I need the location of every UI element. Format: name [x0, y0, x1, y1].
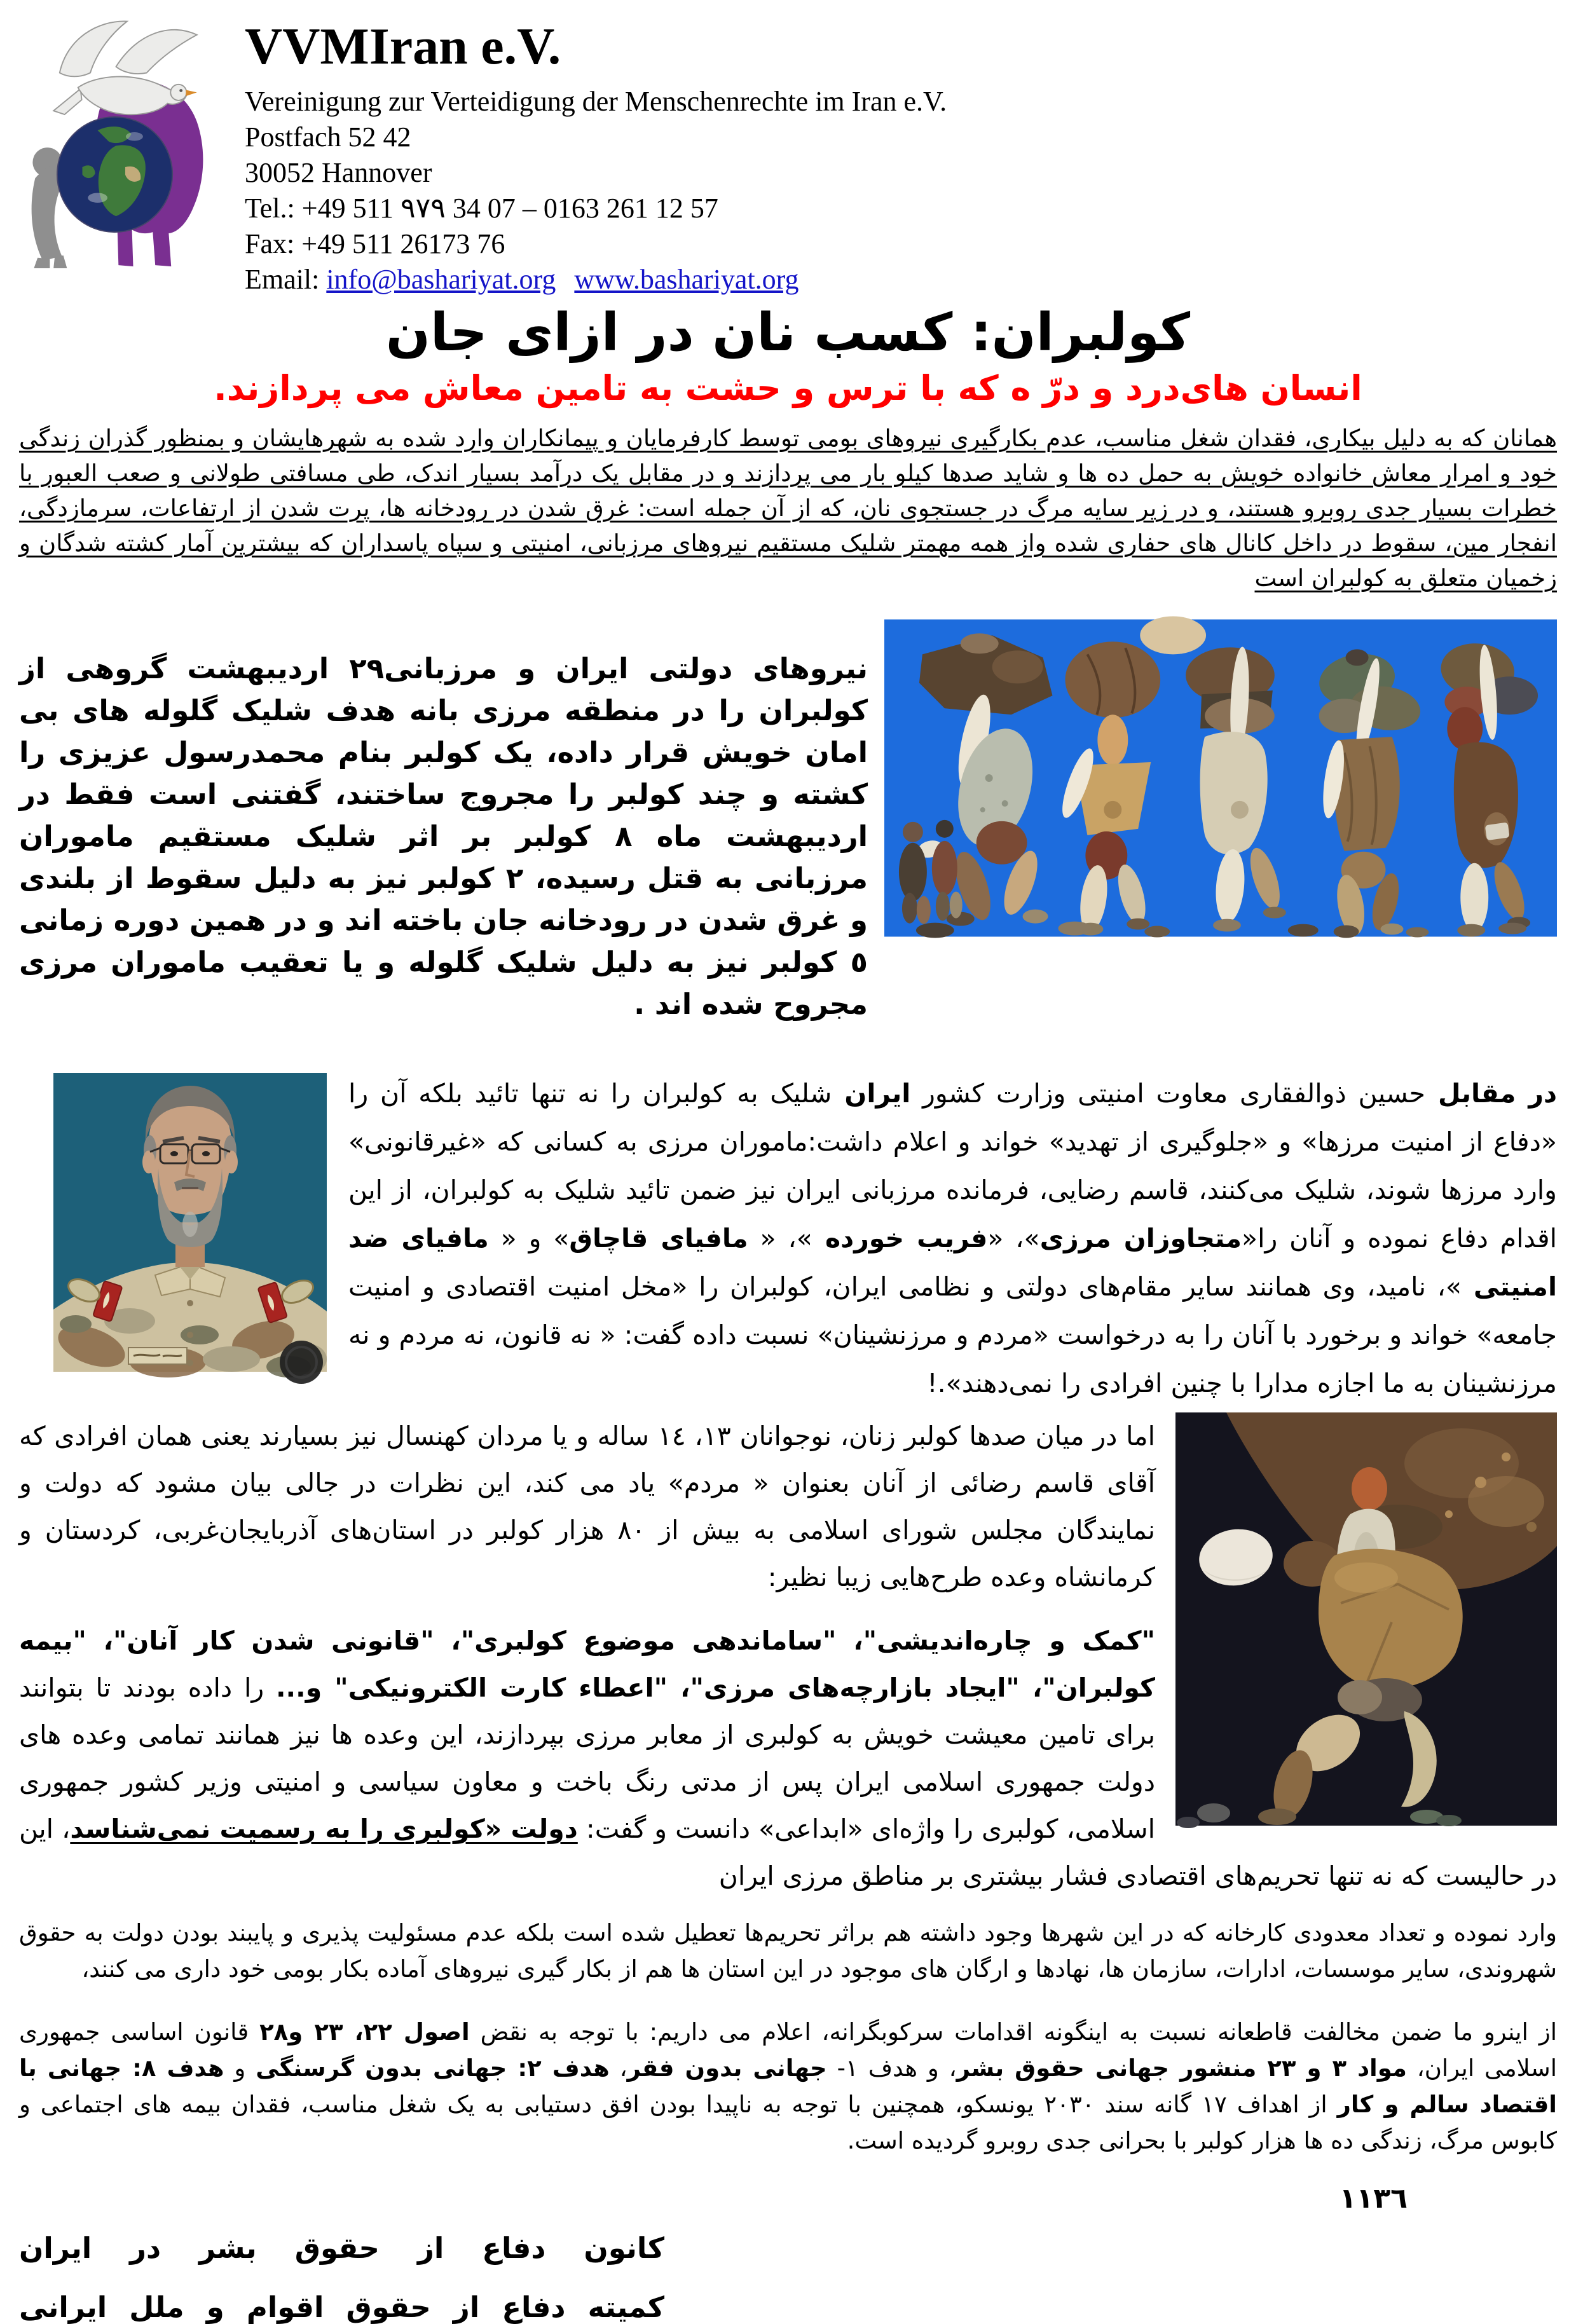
text-run: مافیای قاچاق	[569, 1223, 748, 1254]
text-run: ایران	[832, 1078, 911, 1109]
org-logo	[19, 14, 213, 268]
lead-paragraph	[19, 421, 1557, 596]
pebble-carriers-photo	[884, 619, 1557, 937]
text-run: وارد نموده و تعداد معدودی کارخانه که در این شهرها وجود داشته هم براثر تحریم‌ها تعطیل شده است بلکه عدم مسئولیت پذیری و پایبند بودن دولت به حقوق شهروندی، سایر موسسات، ادارات، سازمان ها، نهادها و ارگان های موجود در این استان ها هم از بکار گیری نیروهای آماده بکار بومی خود داری می کنند،	[19, 1919, 1557, 1983]
pebble-figure-under-boulder-photo	[1175, 1412, 1557, 1826]
page-title: کولبران: کسب نان در ازای جان	[385, 303, 1191, 363]
org-signature-line-1: کانون دفاع از حقوق بشر در ایران	[19, 2231, 664, 2265]
email-link[interactable]: info@bashariyat.org	[326, 264, 556, 295]
org-signature-line-2: کمیته دفاع از حقوق اقوام و ملل ایرانی	[19, 2290, 664, 2324]
email-label: Email:	[245, 264, 320, 295]
text-run: را داده بودند تا بتوانند برای تامین معیشت خویش به کولبری از معابر مرزی بپردازند، این وعده ها نیز همانند تمامی وعده های دولت جمهوری اسلامی ایران پس از مدتی رنگ باخت و معاون سیاسی و امنیتی وزیر کشور جمهوری اسلامی، کولبری را واژه‌ای «ابداعی» دانست و گفت:	[19, 1672, 1155, 1844]
text-run: مافیای ضد امنیتی	[348, 1223, 1557, 1302]
section-women-and-promises	[19, 1412, 1557, 1899]
text-run: متجاوزان مرزی	[1039, 1223, 1242, 1254]
org-full-name: Vereinigung zur Verteidigung der Menschenrechte im Iran e.V.	[245, 86, 947, 117]
text-run: دولت «کولبری را به رسمیت نمی‌شناسد	[70, 1814, 578, 1844]
text-run: ، این در حالیست که نه تنها تحریم‌های اقتصادی فشار بیشتری بر مناطق مرزی ایران	[19, 1814, 1557, 1891]
text-run: فریب خورده	[812, 1223, 988, 1254]
text-run: حسین ذوالفقاری معاوت امنیتی وزارت کشور	[910, 1078, 1426, 1109]
address-pobox: Postfach 52 42	[245, 121, 411, 153]
conclusion-paragraph	[19, 2014, 1557, 2159]
document-number: ١١٣٦	[1339, 2182, 1408, 2215]
text-run: در مقابل	[1425, 1078, 1557, 1109]
phone-line: Tel.: +49 511 ٩٧٩ 34 07 – 0163 261 12 57	[245, 193, 718, 224]
website-link[interactable]: www.bashariyat.org	[574, 264, 799, 295]
text-run: "کمک و چاره‌اندیشی"، "ساماندهی موضوع کولبری"، "قانونی شدن کار آنان"، "بیمه کولبران"، "ایجاد بازارچه‌های مرزی"، "اعطاء کارت الکترونیکی" و...	[19, 1625, 1155, 1703]
fax-line: Fax: +49 511 26173 76	[245, 228, 505, 259]
letterhead	[19, 14, 1557, 297]
text-run: »، «	[748, 1223, 812, 1254]
org-name: VVMIran e.V.	[245, 17, 561, 75]
text-run: ، و هدف ١-	[826, 2054, 957, 2082]
text-run: » و «	[488, 1223, 570, 1254]
factories-paragraph	[19, 1915, 1557, 1987]
section-shooting-report	[19, 619, 1557, 1054]
text-run: جهانی بدون فقر	[627, 2054, 827, 2082]
dove-globe-logo-icon	[19, 14, 213, 268]
text-run: شلیک به کولبران را نه تنها تائید بلکه آن را «دفاع از امنیت مرزها» و «جلوگیری از تهدید» خواند و اعلام داشت:ماموران مرزی به کسانی که «غیرقانونی» وارد مرزها شوند، شلیک می‌کنند، قاسم رضایی، فرمانده مرزبانی ایران نیز ضمن تائید شلیک به کولبران، از این اقدام دفاع نموده و آنان را«	[348, 1078, 1557, 1254]
text-run: نیروهای دولتی ایران و مرزبانی٢٩ اردیبهشت گروهی از کولبران را در منطقه مرزی بانه هدف شلیک گلوله های بی امان خویش قرار داده، یک کولبر بنام محمدرسول عزیزی را کشته و چند کولبر را مجروج ساختند، گفتنی است فقط در اردیبهشت ماه ٨ کولبر بر اثر شلیک مستقیم ماموران مرزبانی به قتل رسیده، ٢ کولبر نیز به دلیل سقوط از بلندی و غرق شدن در رودخانه جان باخته اند و در همین دوره زمانی ٥ کولبر نیز به دلیل شلیک گلوله و یا تعقیب ماموران مرزی مجروح شده اند .	[19, 652, 868, 1021]
text-run: از اهداف ١٧ گانه سند ٢٠٣٠ یونسکو، همچنین با توجه به ناپیدا بودن افق دستیابی به یک شغل مناسب، فقدان بیمه های اجتماعی و کابوس مرگ، زندگی ده ها هزار کولبر با بحرانی جدی روبرو گردیده است.	[19, 2091, 1557, 2154]
text-run: هدف ٨: جهانی با اقتصاد سالم و کار	[19, 2054, 1557, 2118]
text-run: و	[224, 2054, 256, 2082]
boulder-figure-image	[1175, 1412, 1557, 1826]
section-official-reaction	[19, 1069, 1557, 1407]
text-run: قانون اساسی جمهوری اسلامی ایران،	[19, 2018, 1558, 2082]
text-run: ،	[609, 2054, 627, 2082]
letterhead-text	[245, 14, 947, 297]
reaction-paragraph	[348, 1078, 1557, 1398]
page-subtitle: انسان های‌درد و درّ ه که با ترس و حشت به تامین معاش می پردازند.	[214, 368, 1362, 408]
border-official-portrait-photo	[53, 1073, 327, 1372]
text-run: »، نامید، وی همانند سایر مقام‌های دولتی و نظامی ایران، کولبران را «مخل امنیت اقتصادی و امنیت جامعه» خواند و برخورد با آنان را به درخواست «مردم و مرزنشینان» نسبت داده گفت: « نه قانون، نه مردم و نه مرزنشینان به ما اجازه مدارا با چنین افرادی را نمی‌دهند».!	[348, 1271, 1557, 1398]
text-run: اما در میان صدها کولبر زنان، نوجوانان ١٣، ١٤ ساله و یا مردان کهنسال نیز بسیارند یعنی همان افرادی که آقای قاسم رضائی از آنان بعنوان « مردم» یاد می کند، این نظرات در جالی بیان مشود که دولت و نمایندگان مجلس شورای اسلامی به بیش از ٨٠ هزار کولبر در استان‌های آذربایجان‌غربی، کردستان و کرمانشاه وعده طرح‌هایی زیبا نظیر:	[19, 1421, 1155, 1592]
shooting-paragraph	[19, 648, 868, 1025]
signature-block	[19, 2231, 664, 2324]
text-run: »، «	[987, 1223, 1040, 1254]
text-run: مواد ٣ و ٢٣ منشور جهانی حقوق بشر	[956, 2054, 1407, 2082]
text-run: از اینرو ما ضمن مخالفت قاطعانه نسبت به اینگونه اقدامات سرکوبگرانه، اعلام می داریم: با توجه به نقض	[469, 2018, 1557, 2046]
text-run: هدف ٢: جهانی بدون گرسنگی	[256, 2054, 610, 2082]
text-run: اصول ٢٢، ٢٣ و٢٨	[259, 2018, 470, 2046]
stone-figures-image	[884, 619, 1557, 937]
address-city: 30052 Hannover	[245, 157, 432, 188]
text-run: همانان که به دلیل بیکاری، فقدان شغل مناسب، عدم بکارگیری نیروهای بومی توسط کارفرمایان و پیمانکاران وارد شده به شهرهایشان و بمنظور گذران زندگی خود و امرار معاش خانواده خویش به حمل ده ها و شاید صدها کیلو بار می پردازند و در مقابل یک درآمد بسیار اندک، طی مسافتی طولانی و صعب العبور با خطرات بسیار جدی روبرو هستند، و در زیر سایه مرگ در جستجوی نان، که از آن جمله است: غرق شدن در رودخانه ها، پرت شدن از ارتفاعات، سرمازدگی، انفجار مین، سقوط در داخل کانال های حفاری شده واز همه مهمتر شلیک مستقیم نیروهای مرزبانی، امنیتی و سپاه پاسداران که بیشترین آمار کشته شدگان و زخمیان متعلق به کولبران است	[19, 425, 1557, 592]
official-portrait-image	[53, 1073, 327, 1372]
email-line	[245, 262, 947, 297]
